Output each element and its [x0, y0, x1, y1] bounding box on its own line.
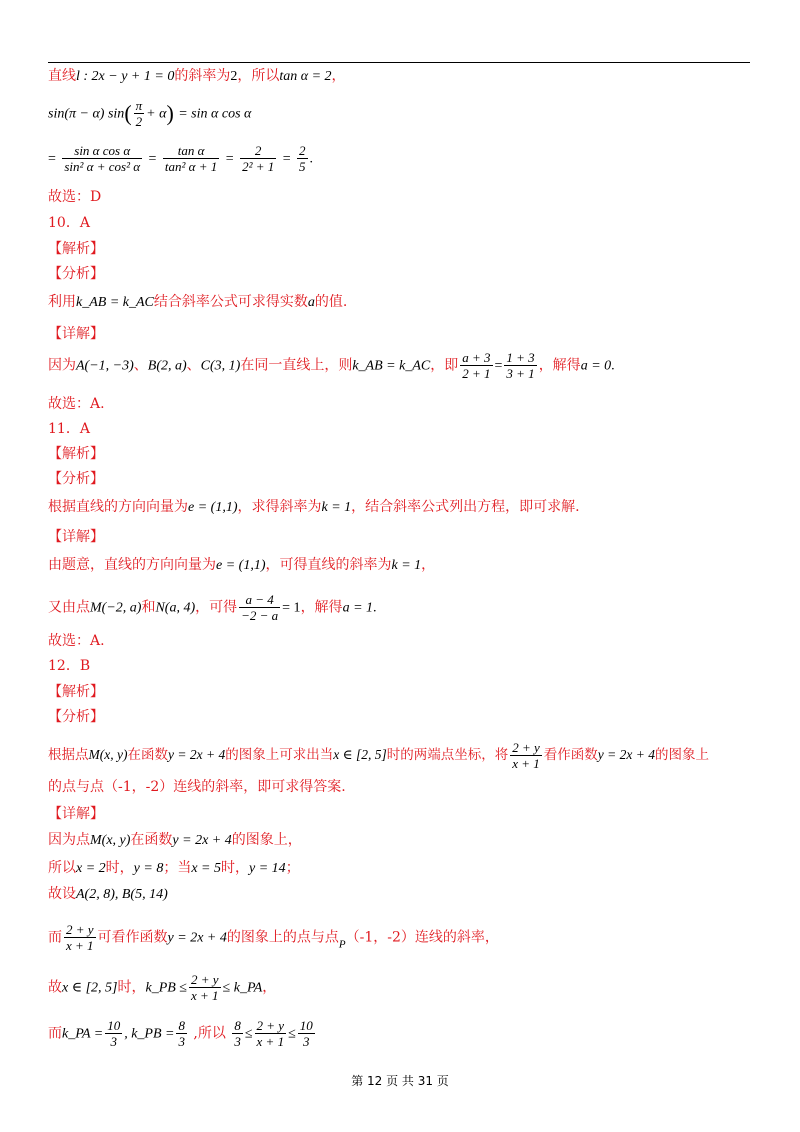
solution-line [48, 350, 615, 381]
page-footer: 第 12 页 共 31 页 [351, 1074, 449, 1088]
math: k_PA = [62, 1026, 104, 1042]
math: , k_PB = [124, 1026, 175, 1042]
text: ， [331, 68, 346, 84]
section-tag: 【详解】 [48, 529, 104, 545]
math: ≤ [288, 1026, 296, 1042]
math: k_AB = k_AC [352, 358, 431, 374]
section-tag: 【解析】 [48, 684, 104, 700]
text: ，解得 [538, 357, 581, 374]
section-tag: 【解析】 [48, 241, 104, 257]
text: 结合斜率公式可求得实数 [153, 294, 308, 310]
solution-line [48, 66, 346, 87]
fraction: $\frac{a + 3}{2 + 1}$ [462, 350, 491, 381]
text: 利用 [48, 294, 76, 310]
math: = 1 [282, 600, 301, 616]
math: M(x, y) [90, 833, 131, 848]
question-number: 11．A [48, 421, 90, 437]
solution-line [48, 858, 300, 879]
text: 时， [117, 979, 146, 996]
math: 2 [230, 69, 238, 84]
text: ，所以 [237, 68, 280, 84]
math: k_AB = k_AC [76, 295, 154, 310]
section-tag: 【详解】 [48, 326, 104, 342]
answer-line: 故选：A. [48, 633, 105, 649]
text: ，求得斜率为 [237, 499, 322, 515]
text: ,所以 [188, 1025, 226, 1042]
question-number: 12．B [48, 658, 91, 674]
text: 而 [48, 1025, 62, 1042]
math: y = 14 [249, 861, 286, 876]
solution-line [48, 555, 435, 576]
text: 时， [105, 860, 134, 876]
math: A(2, 8), B(5, 14) [76, 887, 168, 902]
fraction: $\frac{2 + y}{x + 1}$ [191, 972, 219, 1003]
analysis-line [48, 292, 347, 313]
math: . [309, 151, 314, 167]
text: ， [421, 557, 436, 573]
answer-line: 故选：A. [48, 396, 105, 412]
equation-line: sin(π − α) sin( $\frac{\pi}{2}$ + α) = sin α cos α [48, 98, 252, 129]
fraction: $\frac{\text{tan α}}{\text{tan² α + 1}}$ [164, 143, 218, 174]
question-number: 10．A [48, 215, 90, 231]
fraction: $\frac{a - 4}{-2 - a}$ [241, 592, 279, 623]
section-tag: 【详解】 [48, 806, 104, 822]
fraction: $\frac{10}{3}$ [107, 1018, 121, 1049]
section-tag: 【解析】 [48, 446, 104, 462]
text: 由题意，直线的方向向量为 [48, 557, 216, 573]
equation-line [48, 143, 313, 174]
math: = [48, 151, 56, 167]
header-rule [48, 62, 750, 63]
fraction: $\frac{8}{3}$ [178, 1018, 185, 1049]
text: 的图象上， [231, 832, 302, 848]
math: = [494, 358, 503, 374]
text: （-1，-2）连线的斜率， [345, 929, 499, 946]
math: k = 1 [321, 500, 352, 515]
fraction: $\frac{10}{3}$ [299, 1018, 313, 1049]
math: e = (1,1) [216, 558, 266, 573]
fraction: $\frac{2}{5}$ [299, 143, 306, 174]
text: 的图象上可求出当 [225, 747, 334, 763]
section-tag: 【分析】 [48, 266, 104, 282]
fraction: $\frac{1 + 3}{3 + 1}$ [506, 350, 535, 381]
text: 根据点 [48, 747, 89, 763]
section-tag: 【分析】 [48, 709, 104, 725]
text: 在同一直线上，则 [240, 357, 353, 374]
fraction: $\frac{\pi}{2}$ [135, 98, 143, 129]
math: = [282, 151, 291, 167]
math: M(−2, a) [90, 600, 142, 616]
math: l : 2x − y + 1 = 0 [76, 69, 175, 84]
analysis-line [48, 740, 709, 771]
math: = [225, 151, 234, 167]
solution-line [48, 884, 168, 905]
math: y = 2x + 4 [597, 747, 655, 762]
math: tan α = 2 [279, 69, 332, 84]
fraction: $\frac{2}{\text{2² + 1}}$ [242, 143, 275, 174]
solution-line [48, 830, 302, 851]
math: M(x, y) [88, 747, 128, 762]
solution-line [48, 592, 377, 623]
math: B(2, a) [147, 358, 187, 374]
text: ；当 [163, 860, 192, 876]
text: 因为 [48, 357, 76, 374]
math: k = 1 [391, 558, 422, 573]
text: 在函数 [127, 747, 168, 763]
math: N(a, 4) [155, 600, 196, 616]
text: 所以 [48, 860, 76, 876]
answer-line: 故选：D [48, 189, 102, 205]
solution-line [48, 1018, 317, 1049]
math: y = 2x + 4 [167, 747, 226, 762]
text: 的斜率为 [174, 68, 231, 84]
math: sin(π − α) sin [48, 106, 125, 122]
text: 在函数 [130, 832, 173, 848]
text: ； [285, 860, 300, 876]
text: ，即 [430, 357, 459, 374]
math: x ∈ [2, 5] [333, 747, 387, 762]
text: 可看作函数 [97, 929, 168, 946]
text: ，可得 [195, 599, 238, 616]
math: k_PB ≤ [145, 980, 187, 996]
text: 时的两端点坐标，将 [386, 747, 509, 763]
text: 因为点 [48, 832, 90, 848]
math: e = (1,1) [188, 500, 238, 515]
text: ，结合斜率公式列出方程，即可求解. [351, 499, 580, 515]
text: 的值. [314, 294, 348, 310]
text: 又由点 [48, 599, 90, 616]
math: C(3, 1) [200, 358, 241, 374]
fraction: $\frac{8}{3}$ [234, 1018, 241, 1049]
text: 的图象上 [654, 747, 709, 763]
text: ，可得直线的斜率为 [265, 557, 392, 573]
math: . [373, 600, 377, 616]
text: 看作函数 [543, 747, 598, 763]
solution-line [48, 922, 499, 955]
text: 的图象上的点与点 [226, 929, 339, 946]
math: a [307, 295, 315, 310]
analysis-line: 的点与点（-1，-2）连线的斜率，即可求得答案. [48, 779, 346, 795]
math: a = 1 [342, 600, 374, 616]
math: = [148, 151, 157, 167]
math: = sin α cos α [178, 106, 252, 122]
math: y = 8 [133, 861, 164, 876]
analysis-line [48, 497, 580, 518]
text: 故设 [48, 886, 76, 902]
text: 故 [48, 979, 62, 996]
math: + α [146, 106, 167, 122]
section-tag: 【分析】 [48, 471, 104, 487]
solution-line [48, 972, 276, 1003]
fraction: $\frac{\text{sin α cos α}}{\text{sin² α + cos² α}}$ [64, 143, 141, 174]
fraction: $\frac{2 + y}{x + 1}$ [66, 922, 94, 953]
text: 时， [221, 860, 250, 876]
text: ， [262, 979, 277, 996]
text: 、 [186, 357, 201, 374]
text: 直线 [48, 68, 76, 84]
math: y = 2x + 4 [167, 930, 227, 946]
text: 根据直线的方向向量为 [48, 499, 188, 515]
math: P [338, 938, 346, 951]
text: 而 [48, 929, 62, 946]
text: 和 [141, 599, 156, 616]
text: ，解得 [300, 599, 343, 616]
text: 、 [133, 357, 148, 374]
fraction: $\frac{2 + y}{x + 1}$ [256, 1018, 285, 1049]
math: x ∈ [2, 5] [62, 980, 118, 996]
math: y = 2x + 4 [172, 833, 232, 848]
math: x = 5 [191, 861, 222, 876]
math: ≤ k_PA [222, 980, 263, 996]
math: a = 0 [580, 358, 612, 374]
math: ≤ [244, 1026, 253, 1042]
math: A(−1, −3) [76, 358, 134, 374]
math: . [611, 358, 615, 374]
fraction: $\frac{2 + y}{x + 1}$ [512, 740, 540, 771]
math: x = 2 [76, 861, 106, 876]
